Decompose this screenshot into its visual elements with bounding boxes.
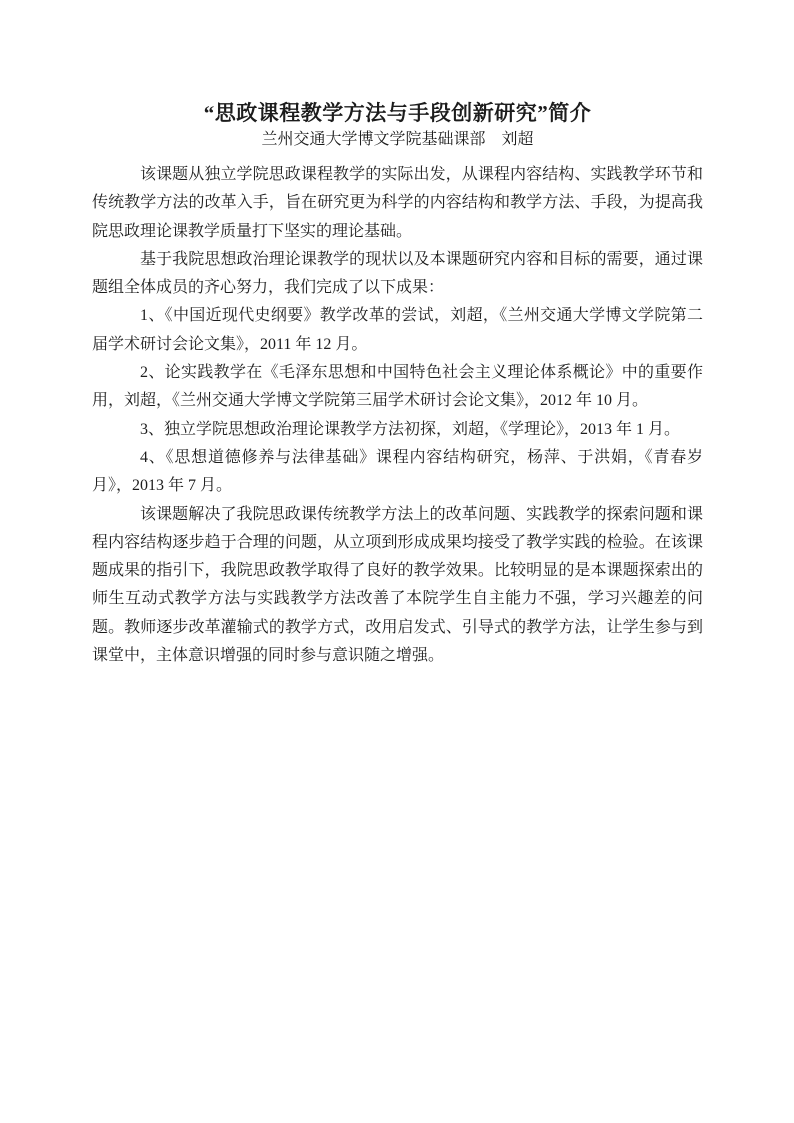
paragraph: 3、独立学院思想政治理论课教学方法初探，刘超，《学理论》，2013 年 1 月。 xyxy=(140,420,681,438)
paragraph: 该课题解决了我院思政课传统教学方法上的改革问题、实践教学的探索问题和课程内容结构逐步趋于合理的问题，从立项到形成成果均接受了教学实践的检验。在该课题成果的指引下，我院思政教学取得了良好的教学效果。比较明显的是本课题探索出的师生互动式教学方法与实践教学方法改善了本院学生自主能力不强，学习兴趣差的问题。教师逐步改革灌输式的教学方式，改用启发式、引导式的教学方法，让学生参与到课堂中，主体意识增强的同时参与意识随之增强。 xyxy=(92,505,703,665)
document-byline: 兰州交通大学博文学院基础课部 刘超 xyxy=(261,131,534,148)
paragraph: 2、论实践教学在《毛泽东思想和中国特色社会主义理论体系概论》中的重要作用，刘超，《兰州交通大学博文学院第三届学术研讨会论文集》，2012 年 10 月。 xyxy=(92,364,703,410)
paragraph: 基于我院思想政治理论课教学的现状以及本课题研究内容和目标的需要，通过课题组全体成员的齐心努力，我们完成了以下成果： xyxy=(92,250,703,297)
paragraph: 4、《思想道德修养与法律基础》课程内容结构研究，杨萍、于洪娟，《青春岁月》，2013 年 7 月。 xyxy=(92,448,703,495)
document-title: “思政课程教学方法与手段创新研究”简介 xyxy=(203,101,592,125)
paragraph: 1、《中国近现代史纲要》教学改革的尝试，刘超，《兰州交通大学博文学院第二届学术研讨会论文集》，2011 年 12 月。 xyxy=(92,307,703,353)
document-body xyxy=(92,161,703,670)
paragraph: 该课题从独立学院思政课程教学的实际出发，从课程内容结构、实践教学环节和传统教学方法的改革入手，旨在研究更为科学的内容结构和教学方法、手段，为提高我院思政理论课教学质量打下坚实的理论基础。 xyxy=(92,166,703,240)
